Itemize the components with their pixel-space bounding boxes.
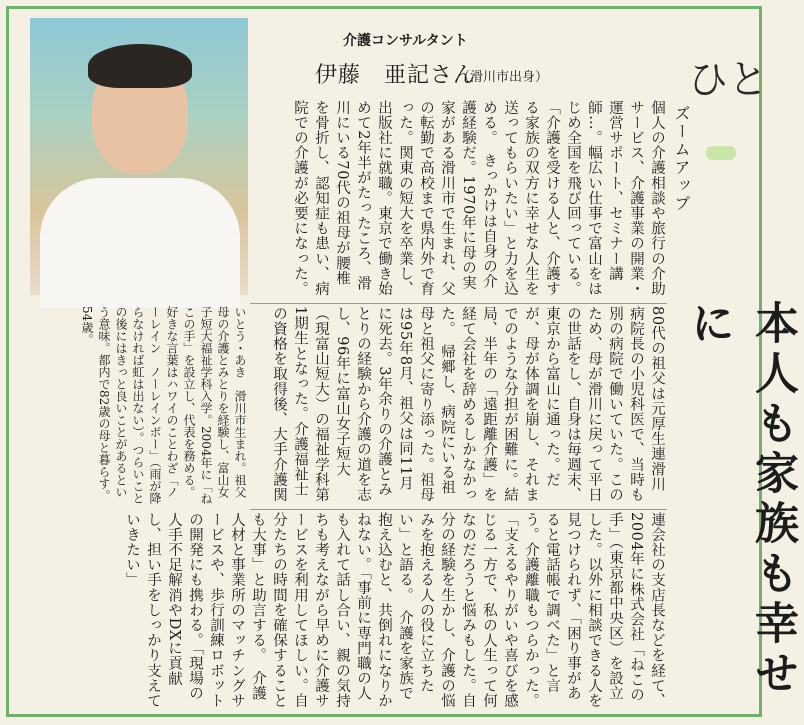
portrait-hair (88, 44, 192, 88)
headline: 本人も家族も幸せに (683, 300, 798, 700)
portrait-photo (30, 18, 248, 295)
column-title-main: ひと (688, 57, 768, 103)
column-title-sub: ズームアップ (672, 105, 691, 213)
article-body-bottom: 連会社の支店長などを経て、2004年に株式会社「ねこの手」（東京都中央区）を設立した。以外に相談できる人を見つけられず、「困り事があると電話帳で調べた」と言う。介護離職もつらかった。「支えるやりがいや喜びを感じる一方で、私の人生って何なのだろうと悩みもした。自分の経験を生かし、介護の悩みを抱える人の役に立ちたい」と語る。 介護を家族で抱え込むと、共倒れになりかねない。「事前に専門職の人も入れて話し合い、親の気持ちも考えながら早めに介護サービスを利用してほしい。自分たちの時間を確保することも大事」と助言する。 介護人材と事業所のマッチングサービスや、歩行訓練ロボットの開発にも携わる。「現場の人手不足解消やDXに貢献し、担い手をしっかり支えていきたい」 (124, 512, 665, 709)
portrait-shirt (40, 178, 240, 308)
person-origin: （滑川市出身） (457, 70, 549, 85)
divider (250, 303, 667, 304)
column-title-accent (706, 146, 736, 160)
divider (250, 509, 667, 510)
job-title: 介護コンサルタント (343, 33, 468, 49)
article-body-top: 個人の介護相談や旅行の介助サービス、介護事業の開業・運営サポート、セミナー講師…。幅広い仕事で富山をはじめ全国を飛び回っている。「介護を受ける人と、介護する家族の双方に幸せな人生を送ってもらいたい」と力を込める。 きっかけは自身の介護経験だ。1970年に母の実家がある滑川市で生まれ、父の転勤で高校まで県内外で育った。関東の短大を卒業し、出版社に就職。東京で働き始めて2年半がたったころ、滑川にいる70代の祖母が腰椎を骨折し、認知症も患い、病院での介護が必要になった。 (292, 100, 665, 297)
article-body-middle: 80代の祖父は元厚生連滑川病院長の小児科医で、当時も別の病院で働いていた。このため、母が滑川に戻って平日の世話をし、自身は毎週末、東京から富山に通った。だが、母が体調を崩し、それまでのような分担が困難に。結局、半年の「遠距離介護」を経て会社を辞めるしかなかった。 帰郷し、病院にいる祖母と祖父に寄り添った。祖母は95年8月、祖父は同11月に死去。3年余りの介護とみとりの経験から介護の道を志し、96年に富山女子短大（現富山短大）の福祉学科第1期生となった。介護福祉士の資格を取得後、大手介護関 (271, 306, 665, 503)
profile-box: いとう・あき 滑川市生まれ。祖父母の介護とみとりを経験し、富山女子短大福祉学科入学。2004年に「ねこの手」を設立し、代表を務める。好きな言葉はハワイのことわざ「ノーレイン ノーレインボー」（雨が降らなければ虹は出ない）。つらいことの後にはきっと良いことがあるという意味。都内で82歳の母と暮らす。54歳。 (80, 306, 247, 505)
person-name: 伊藤 亜記さん (315, 63, 477, 88)
